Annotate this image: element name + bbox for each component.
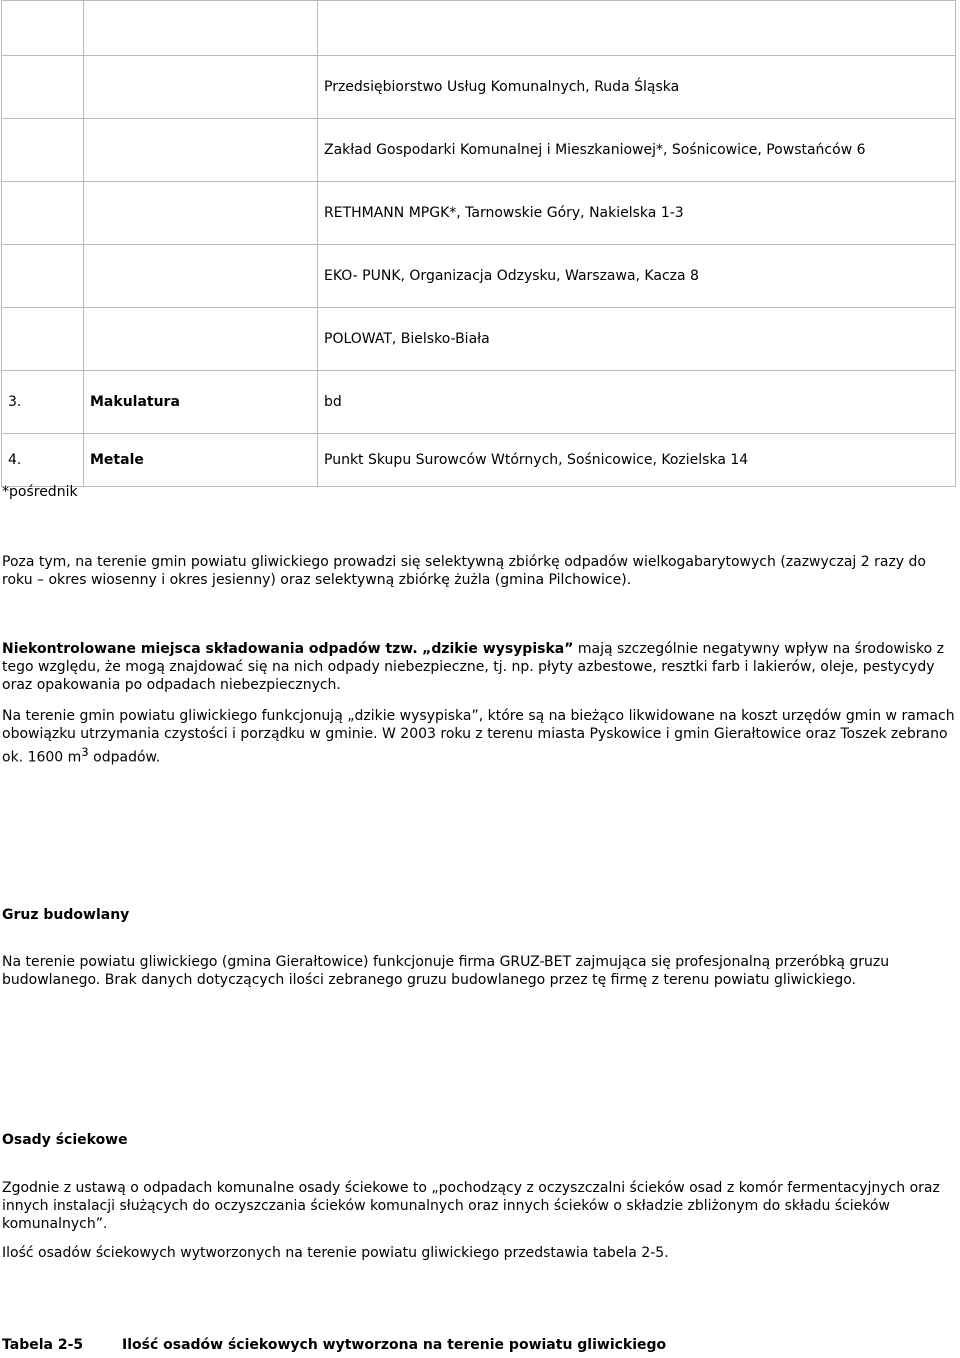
table-row [2, 56, 956, 119]
waste-type [84, 182, 318, 245]
collector-description: Zakład Gospodarki Komunalnej i Mieszkaniowej*, Sośnicowice, Powstańców 6 [318, 119, 956, 182]
waste-type [84, 1, 318, 56]
footnote: *pośrednik [2, 484, 78, 500]
wild-dumps-term: „dzikie wysypiska” [422, 641, 574, 657]
caption-title: Ilość osadów ściekowych wytworzona na terenie powiatu gliwickiego [122, 1337, 667, 1353]
illegal-dumps-lead: Niekontrolowane miejsca składowania odpadów tzw. [2, 641, 418, 657]
waste-type [84, 245, 318, 308]
row-number [2, 245, 84, 308]
collector-description: bd [318, 371, 956, 434]
collector-description: RETHMANN MPGK*, Tarnowskie Góry, Nakielska 1-3 [318, 182, 956, 245]
paragraph-osady-table-ref: Ilość osadów ściekowych wytworzonych na terenie powiatu gliwickiego przedstawia tabela 2-5. [2, 1245, 669, 1261]
paragraph-osady: Zgodnie z ustawą o odpadach komunalne osady ściekowe to „pochodzący z oczyszczalni ścieków osad z komór fermentacyjnych oraz innych instalacji służących do oczyszczania ścieków komunalnych oraz innych ścieków o składzie zbliżonym do składu ścieków komunalnych”. [2, 1180, 940, 1232]
table-caption [2, 1337, 666, 1353]
paragraph-bulky-waste: Poza tym, na terenie gmin powiatu gliwickiego prowadzi się selektywną zbiórkę odpadów wielkogabarytowych (zazwyczaj 2 razy do roku – okres wiosenny i okres jesienny) oraz selektywną zbiórkę żużla (gmina Pilchowice). [2, 554, 926, 588]
table-row [2, 245, 956, 308]
waste-type [84, 308, 318, 371]
waste-type: Metale [84, 434, 318, 487]
caption-label: Tabela 2-5 [2, 1337, 84, 1353]
table-row [2, 1, 956, 56]
dump-removal-text: Na terenie gmin powiatu gliwickiego funkcjonują „dzikie wysypiska”, które są na bieżąco likwidowane na koszt urzędów gmin w ramach obowiązku utrzymania czystości i porządku w gminie. W 2003 roku z terenu miasta Pyskowice i gmin Gierałtowice oraz Toszek zebrano ok. 1600 m [2, 708, 955, 766]
row-number [2, 1, 84, 56]
row-number [2, 308, 84, 371]
collector-description [318, 1, 956, 56]
table-row [2, 119, 956, 182]
row-number [2, 182, 84, 245]
dump-removal-tail: odpadów. [88, 749, 161, 766]
table-row [2, 182, 956, 245]
waste-type [84, 56, 318, 119]
table-row [2, 434, 956, 487]
row-number [2, 119, 84, 182]
collector-description: Punkt Skupu Surowców Wtórnych, Sośnicowice, Kozielska 14 [318, 434, 956, 487]
illegal-dumps-rest: mają szczególnie negatywny wpływ na środowisko z tego względu, że mogą znajdować się na nich odpady niebezpieczne, tj. np. płyty azbestowe, resztki farb i lakierów, oleje, pestycydy oraz opakowania po odpadach niebezpiecznych. [2, 641, 945, 693]
collector-description: Przedsiębiorstwo Usług Komunalnych, Ruda Śląska [318, 56, 956, 119]
row-number: 3. [2, 371, 84, 434]
table-row [2, 371, 956, 434]
paragraph-illegal-dumps [2, 640, 958, 694]
waste-collectors-table [1, 0, 956, 487]
waste-type: Makulatura [84, 371, 318, 434]
paragraph-dump-removal [2, 707, 958, 767]
paragraph-gruz: Na terenie powiatu gliwickiego (gmina Gierałtowice) funkcjonuje firma GRUZ-BET zajmująca się profesjonalną przeróbką gruzu budowlanego. Brak danych dotyczących ilości zebranego gruzu budowlanego przez tę firmę z terenu powiatu gliwickiego. [2, 954, 890, 988]
heading-osady: Osady ściekowe [2, 1132, 128, 1148]
heading-gruz: Gruz budowlany [2, 907, 130, 923]
waste-type [84, 119, 318, 182]
row-number [2, 56, 84, 119]
table-row [2, 308, 956, 371]
collector-description: EKO- PUNK, Organizacja Odzysku, Warszawa, Kacza 8 [318, 245, 956, 308]
collector-description: POLOWAT, Bielsko-Biała [318, 308, 956, 371]
superscript: 3 [81, 745, 89, 759]
row-number: 4. [2, 434, 84, 487]
